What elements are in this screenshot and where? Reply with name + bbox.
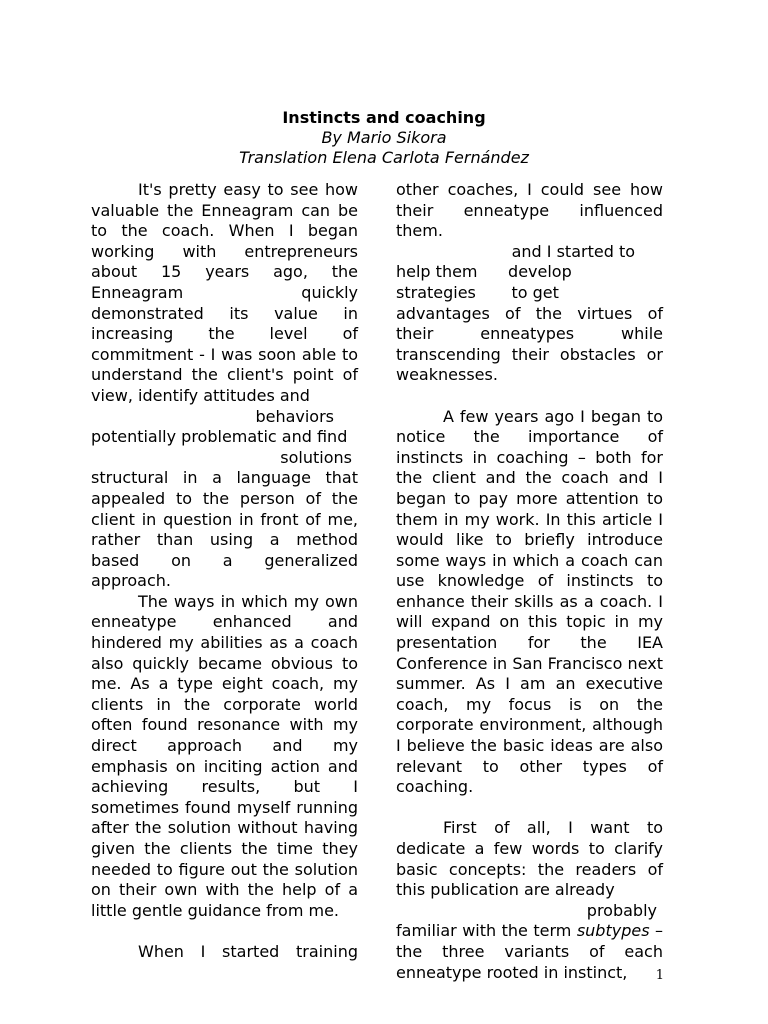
right-paragraph-3 [396, 818, 663, 983]
author-byline: By Mario Sikora [321, 128, 447, 147]
left-p1-part-c: potentially problematic and find [91, 427, 348, 447]
paragraph-spacer [91, 921, 358, 942]
right-p1-part-d: strategies to get [396, 282, 559, 302]
left-paragraph-3 [91, 942, 358, 963]
right-paragraph-2: A few years ago I began to notice the importance of instincts in coaching – both for the client and the coach and I began to pay more attention to them in my work. In this article I would like to briefly introduce some ways in which a coach can use knowledge of instincts to enhance their skills as a coach. I will expand on this topic in my presentation for the IEA Conference in San Francisco next summer. As I am an executive coach, my focus is on the corporate environment, although I believe the basic ideas are also relevant to other types of coaching. [396, 406, 663, 797]
document-title: Instincts and coaching [282, 108, 486, 127]
document-header [0, 108, 768, 168]
right-column [396, 180, 663, 983]
right-p3-part-c-pre: familiar with the term [396, 921, 577, 941]
left-paragraph-1 [91, 180, 358, 592]
right-p1-part-a: other coaches, I could see how their enneatype influenced them. [396, 180, 663, 241]
left-column [91, 180, 358, 963]
translation-credit: Translation Elena Carlota Fernández [239, 148, 529, 167]
paragraph-spacer [396, 798, 663, 819]
right-p3-part-c-post: – the three variants of each enneatype rooted in instinct, [396, 921, 663, 982]
right-p3-part-a: First of all, I want to dedicate a few words to clarify basic concepts: the readers of this publication are already [396, 818, 663, 900]
left-paragraph-2: The ways in which my own enneatype enhanced and hindered my abilities as a coach also quickly became obvious to me. As a type eight coach, my clients in the corporate world often found resonance with my direct approach and my emphasis on inciting action and achieving results, but I sometimes found myself running after the solution without having given the clients the time they needed to figure out the solution on their own with the help of a little gentle guidance from me. [91, 591, 358, 920]
left-p1-part-e: structural in a language that appealed to the person of the client in question in front of me, rather than using a method based on a generalized approach. [91, 468, 358, 591]
left-p1-part-a: It's pretty easy to see how valuable the Enneagram can be to the coach. When I began working with entrepreneurs about 15 years ago, the Enneagram quickly demonstrated its value in increasing the level of commitment - I was soon able to understand the client's point of view, identify attitudes and [91, 180, 358, 405]
right-p1-part-e: advantages of the virtues of their enneatypes while transcending their obstacles or weaknesses. [396, 303, 663, 385]
left-p1-part-d: solutions [280, 447, 352, 467]
right-p1-part-b: and I started to [511, 241, 635, 261]
paragraph-spacer [396, 386, 663, 407]
subtypes-term: subtypes [576, 921, 650, 941]
right-paragraph-1 [396, 180, 663, 386]
left-p3-text: When I started training [138, 941, 358, 961]
right-p1-part-c: help them develop [396, 262, 572, 282]
page-number: 1 [655, 968, 664, 983]
right-p3-part-b: probably [586, 900, 657, 920]
left-p1-part-b: behaviors [255, 406, 334, 426]
